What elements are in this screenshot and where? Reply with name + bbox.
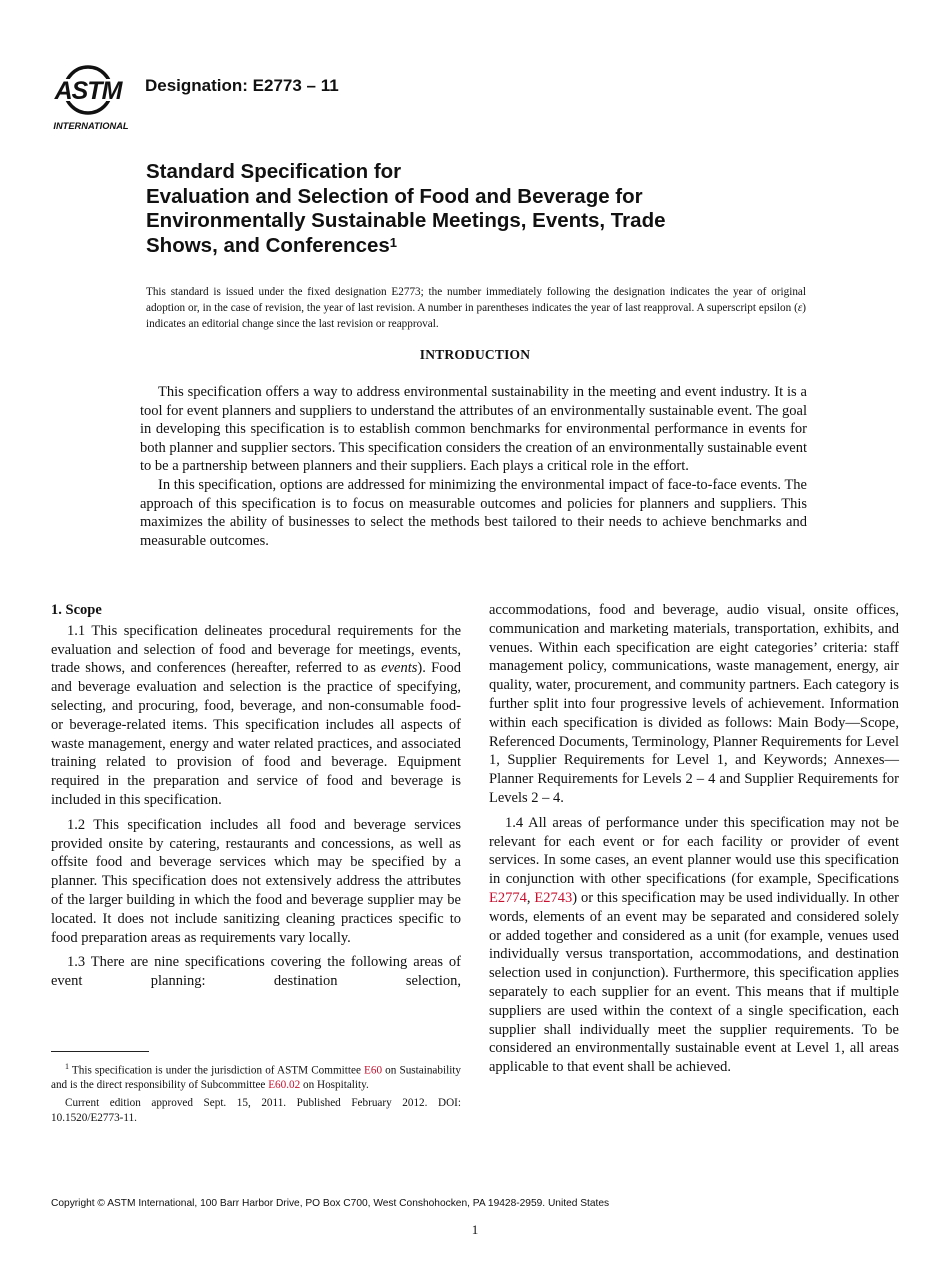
section-1-2: 1.2 This specification includes all food and beverage services provided onsite by catering, restaurants and concessions, as well as offsite food and beverage services which may be specified by a planner. This specification does not extensively address the attributes of the larger building in which the food and beverage supplier may be located. It does not include sanitizing cleaning practices specific to food preparation areas as requirements vary locally. — [51, 816, 461, 946]
section-1-1-italic: events — [381, 660, 418, 677]
section-1-4 — [489, 814, 899, 1077]
section-1-4-text-b: ) or this specification may be used individually. In other words, elements of an event may be separated and considered solely or added together and considered as a unit (for example, venues used individually versus transportation, accommodations, and destination selection used in conjunction). Furthermore, this specification applies separately to each supplier for an event. This means that if multiple suppliers are used within the context of a single specification, each supplier shall individually meet the supplier requirements. To be considered an environmentally sustainable event at Level 1, all areas applicable to that event shall be achieved. — [489, 889, 899, 1076]
title-line-2: Evaluation and Selection of Food and Beverage for — [146, 184, 643, 208]
footnotes — [51, 1060, 461, 1128]
right-column — [489, 601, 899, 1083]
footnote-1-text-c: on Hospitality. — [300, 1079, 369, 1092]
standard-notice — [146, 284, 806, 332]
astm-logo-graphic — [50, 58, 134, 132]
link-e60[interactable]: E60 — [364, 1064, 383, 1077]
introduction-paragraph-1: This specification offers a way to address environmental sustainability in the meeting and event industry. It is a tool for event planners and suppliers to understand the attributes of an environmentally sustainable event. The goal in developing this specification is to establish common benchmarks for environmental performance in events for both planner and supplier sectors. This specification considers the creation of an environmentally sustainable event to be a partnership between planners and their suppliers. Each plays a critical role in the effort. — [140, 384, 807, 475]
astm-logo — [50, 58, 134, 132]
introduction-paragraph-2: In this specification, options are addressed for minimizing the environmental impact of face-to-face events. The approach of this specification is to focus on measurable outcomes and policies for planners and suppliers. This maximizes the ability of businesses to select the methods best tailored to their needs to achieve benchmarks and measurable outcomes. — [140, 476, 807, 549]
title-line-3: Environmentally Sustainable Meetings, Events, Trade — [146, 209, 666, 233]
section-1-3-continued: accommodations, food and beverage, audio visual, onsite offices, communication and marketing materials, transportation, exhibits, and venues. Within each specification are eight categories’ criteria: staff management policy, communications, waste management, energy, air quality, water, procurement, and community partners. Each category is further split into four progressive levels of achievement. Information within each specification is divided as follows: Main Body—Scope, Referenced Documents, Terminology, Planner Requirements for Level 1, Supplier Requirements for Level 1, and Keywords; Annexes—Planner Requirements for Levels 2 – 4 and Supplier Requirements for Levels 2 – 4. — [489, 602, 899, 806]
section-1-1 — [51, 622, 461, 810]
section-1-3-start: 1.3 There are nine specifications covering the following areas of event planning: destination selection, — [51, 954, 461, 990]
footnote-2: Current edition approved Sept. 15, 2011. Published February 2012. DOI: 10.1520/E2773-11. — [51, 1096, 461, 1124]
title-line-4-text: Shows, and Conferences — [146, 233, 390, 257]
footnote-divider — [51, 1051, 149, 1052]
footnote-1 — [51, 1060, 461, 1093]
section-1-4-separator: , — [526, 889, 535, 906]
section-1-1-text-b: ). Food and beverage evaluation and selection is the practice of specifying, selecting, and procuring, food, beverage, and non-consumable food- or beverage-related items. This specification includes all aspects of waste management, energy and water related practices, and associated training related to provision of food and beverage. Equipment required in the preparation and service of food and beverage is included in this specification. — [51, 660, 461, 808]
footnote-1-text-b: on Sustainability and is the direct responsibility of Subcommittee — [51, 1064, 462, 1092]
document-title — [146, 160, 846, 258]
title-line-1: Standard Specification for — [146, 160, 402, 183]
footnote-1-marker: 1 — [65, 1062, 69, 1071]
footnote-1-text-a: This specification is under the jurisdiction of ASTM Committee — [69, 1064, 365, 1077]
designation: Designation: E2773 – 11 — [145, 76, 339, 95]
link-e2743[interactable]: E2743 — [534, 889, 573, 906]
page-number: 1 — [471, 1222, 479, 1237]
notice-text-a: This standard is issued under the fixed designation E2773; the number immediately following the designation indicates the year of original adoption or, in the case of revision, the year of last revision. A number in parentheses indicates the year of last reapproval. A superscript epsilon ( — [146, 286, 806, 314]
section-1-4-text-a: 1.4 All areas of performance under this specification may not be relevant for each event or for each facility or provider of event services. In some cases, an event planner would use this specification in conjunction with other specifications (for example, Specifications — [489, 814, 899, 888]
section-1-1-text-a: 1.1 This specification delineates procedural requirements for the evaluation and selection of food and beverage for meetings, events, trade shows, and conferences (hereafter, referred to as — [51, 622, 461, 677]
logo-subtext: INTERNATIONAL — [53, 121, 129, 131]
left-column — [51, 601, 461, 997]
notice-text-b: ) indicates an editorial change since the last revision or reapproval. — [146, 302, 806, 330]
title-line-4 — [146, 234, 846, 259]
scope-heading: 1. Scope — [51, 602, 102, 618]
title-footnote-marker: 1 — [389, 234, 398, 250]
link-e60-02[interactable]: E60.02 — [268, 1079, 301, 1092]
logo-text: ASTM — [54, 77, 122, 105]
copyright-notice: Copyright © ASTM International, 100 Barr Harbor Drive, PO Box C700, West Conshohocken, PA 19428-2959. United States — [51, 1198, 610, 1209]
link-e2774[interactable]: E2774 — [489, 889, 527, 906]
introduction-heading: INTRODUCTION — [419, 347, 531, 362]
notice-epsilon: ε — [797, 302, 803, 314]
introduction-body — [140, 383, 807, 550]
